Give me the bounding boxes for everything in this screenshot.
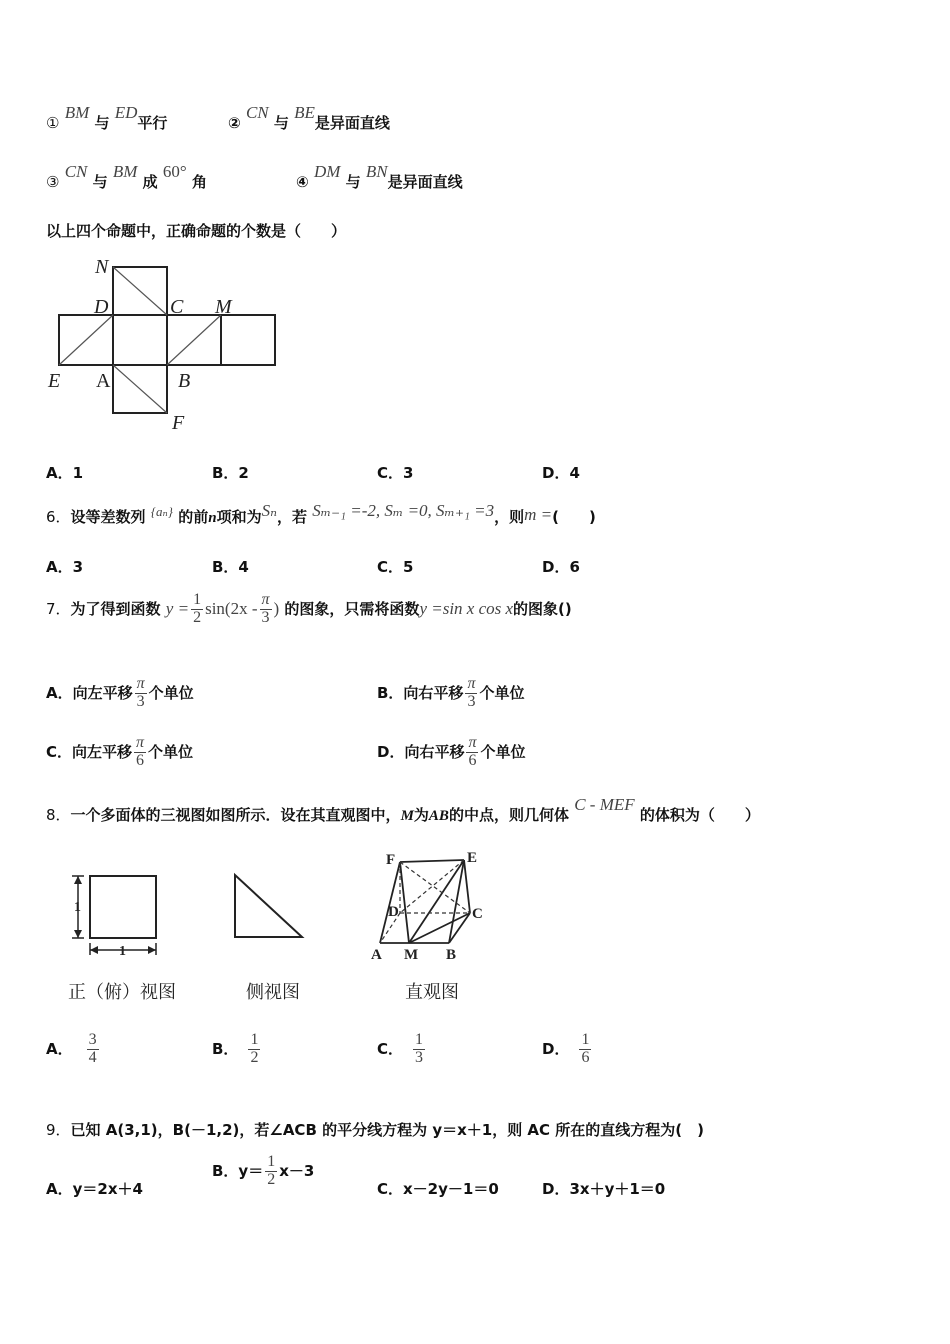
persp-label-b: B [446,947,457,963]
statement-4-number: ④ [296,173,309,191]
cube-net-figure [40,255,290,435]
segment-bn: BN [365,162,388,181]
fraction-pi-third: $\frac{\pi}{3}$ [261,591,270,626]
q7-number: 7． [46,599,71,618]
q7-option-a[interactable]: A．向左平移 $\frac{\pi}{3}$ 个单位 [46,675,194,710]
perspective-view-figure [366,848,496,968]
q6-condition: Sₘ₋₁ =-2, Sₘ =0, Sₘ₊₁ =3 [312,501,495,520]
statement-4: ④ DM 与 BN是异面直线 [296,162,463,191]
q7-func2: y =sin x cos x [419,598,514,618]
persp-label-e: E [467,850,478,866]
angle-60: 60° [162,162,187,181]
segment-dm: DM [313,162,341,181]
q6-m-eq: m = [524,505,553,524]
q8-option-d[interactable]: D． $\frac{1}{6}$ [542,1031,590,1066]
q7-option-b[interactable]: B．向右平移 $\frac{\pi}{3}$ 个单位 [377,675,525,710]
label-f: F [172,412,185,434]
q7-stem: 7．为了得到函数 y = $\frac{1}{2}$ sin(2x - $\frac{\pi}{3}$ ) 的图象，只需将函数y =sin x cos x的图象() [46,591,572,626]
statement-1-number: ① [46,114,60,132]
persp-label-f: F [386,852,396,868]
label-d: D [94,296,109,318]
dim-side: 1 [74,900,81,915]
q9-option-a[interactable]: A．y＝2x＋4 [46,1180,143,1198]
q7-option-c[interactable]: C．向左平移 $\frac{\pi}{6}$ 个单位 [46,734,194,769]
label-m: M [215,296,232,318]
statement-3: ③ CN 与 BM 成 60° 角 [46,162,207,191]
solid-c-mef: C - MEF [574,795,635,814]
fraction-one-half: $\frac{1}{2}$ [193,591,202,626]
sum-sn: Sₙ [261,501,277,520]
q8-number: 8． [46,806,71,824]
persp-label-d: D [388,904,399,920]
persp-label-m: M [404,947,419,963]
statement-1: ① BM 与 ED平行 [46,103,168,132]
label-e: E [48,370,61,392]
q7-option-d[interactable]: D．向右平移 $\frac{\pi}{6}$ 个单位 [377,734,526,769]
segment-bm: BM [64,103,90,122]
q9-option-b[interactable]: B．y＝ $\frac{1}{2}$ x－3 [212,1153,315,1188]
caption-side-view: 侧视图 [246,982,300,1003]
sequence-an: {aₙ} [150,504,173,519]
label-c: C [170,296,184,318]
q6-number: 6． [46,508,71,526]
statement-2: ② CN 与 BE是异面直线 [228,103,390,132]
segment-be: BE [294,103,315,122]
q5-option-b[interactable]: B．2 [212,464,249,482]
q8-stem: 8．一个多面体的三视图如图所示．设在其直观图中，M为AB的中点，则几何体 C - MEF 的体积为（ ） [46,795,760,824]
q6-option-b[interactable]: B．4 [212,558,249,576]
label-b: B [178,370,191,392]
q8-option-a[interactable]: A． $\frac{3}{4}$ [46,1031,97,1066]
q9-number: 9． [46,1121,71,1139]
q6-option-d[interactable]: D．6 [542,558,580,576]
caption-perspective-view: 直观图 [405,982,459,1003]
q6-option-a[interactable]: A．3 [46,558,84,576]
q9-option-c[interactable]: C．x－2y－1＝0 [377,1180,499,1198]
side-view-figure [226,865,316,955]
q5-option-c[interactable]: C．3 [377,464,414,482]
persp-label-c: C [472,906,483,922]
segment-cn-3: CN [64,162,88,181]
front-view-figure [66,865,166,965]
q5-question: 以上四个命题中，正确命题的个数是（ ） [46,222,347,240]
segment-cn: CN [245,103,269,122]
label-n: N [95,256,109,278]
q8-option-c[interactable]: C． $\frac{1}{3}$ [377,1031,424,1066]
statement-3-number: ③ [46,173,60,191]
q8-option-b[interactable]: B． $\frac{1}{2}$ [212,1031,259,1066]
statement-2-number: ② [228,114,241,132]
q5-option-a[interactable]: A．1 [46,464,84,482]
persp-label-a: A [371,947,382,963]
q6-stem: 6．设等差数列 {aₙ} 的前n项和为Sₙ，若 Sₘ₋₁ =-2, Sₘ =0, Sₘ₊₁ =3，则m =( ) [46,501,596,526]
segment-bm-3: BM [112,162,138,181]
dim-bottom: 1 [119,944,126,959]
label-a: A [96,370,111,392]
q9-option-d[interactable]: D．3x＋y＋1＝0 [542,1180,666,1198]
q9-stem: 9．已知 A(3,1)，B(－1,2)，若∠ACB 的平分线方程为 y＝x＋1，则 AC 所在的直线方程为( ) [46,1121,704,1139]
q6-option-c[interactable]: C．5 [377,558,414,576]
caption-front-view: 正（俯）视图 [68,982,176,1003]
segment-ed: ED [114,103,138,122]
q5-option-d[interactable]: D．4 [542,464,580,482]
